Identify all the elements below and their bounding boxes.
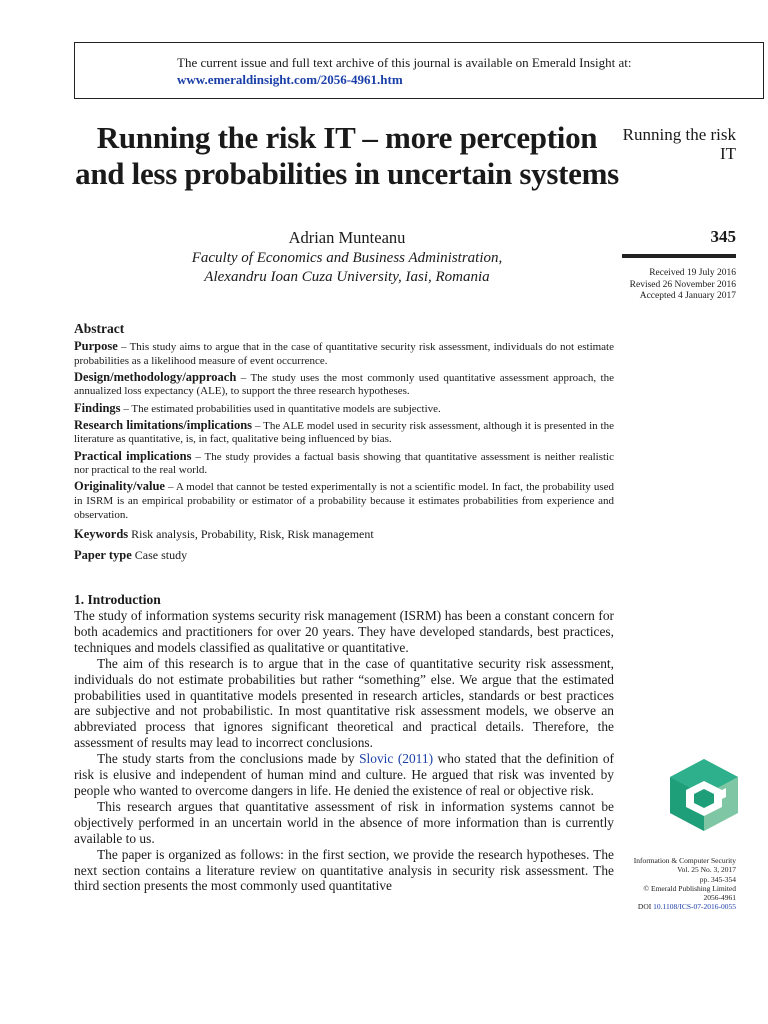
affiliation-line-1: Faculty of Economics and Business Administration,: [191, 250, 503, 266]
received-date: Received 19 July 2016: [649, 268, 736, 278]
paragraph: The aim of this research is to argue that in the case of quantitative security risk assessment, individuals do not estimate probabilities but rather “something” else. We argue that the estimated probabilities used in quantitative models presented in research articles, standards or best practices are subjective and not probabilistic. In most quantitative risk assessment models, we observe an abbreviated process that ignores significant theoretical and practical details. Therefore, the assessment of results may lead to incorrect conclusions.: [74, 655, 614, 751]
running-head: Running the risk IT: [622, 125, 736, 163]
abstract-item: [74, 371, 614, 399]
abstract-item: [74, 340, 614, 368]
journal-doi: [576, 902, 736, 911]
access-notice-box: [74, 42, 764, 99]
abstract-text: – The study uses the most commonly used quantitative assessment approach, the annualized loss expectancy (ALE), to support the three research hypotheses.: [74, 371, 614, 398]
journal-issn: 2056-4961: [703, 893, 736, 903]
abstract-label: Design/methodology/approach: [74, 369, 237, 384]
accepted-date: Accepted 4 January 2017: [639, 291, 736, 301]
crossref-hexagon-icon: [668, 757, 740, 833]
paper-type-label: Paper type: [74, 548, 132, 562]
abstract-text: – A model that cannot be tested experimentally is not a scientific model. In fact, the probability used in ISRM is an empirical probability or estimator of a probability because it estimates probabilities from experience and observation.: [74, 481, 614, 521]
abstract-text: – The estimated probabilities used in quantitative models are subjective.: [120, 402, 441, 415]
abstract-label: Purpose: [74, 339, 118, 353]
journal-copyright: © Emerald Publishing Limited: [643, 883, 736, 893]
abstract-label: Practical implications: [74, 448, 192, 463]
introduction-heading: 1. Introduction: [74, 592, 161, 607]
paragraph: [74, 751, 614, 799]
abstract-label: Research limitations/implications: [74, 417, 253, 432]
abstract-item: [74, 419, 614, 447]
introduction-body: [74, 608, 614, 894]
doi-link[interactable]: 10.1108/ICS-07-2016-0055: [653, 902, 736, 912]
journal-info: [576, 856, 736, 912]
doi-label: DOI: [637, 902, 654, 912]
access-notice-text: The current issue and full text archive of this journal is available on Emerald Insight at:: [177, 55, 632, 70]
abstract-body: [74, 340, 614, 525]
paragraph: This research argues that quantitative assessment of risk in information systems cannot be objectively performed in an uncertain world in the absence of more information than is currently available to us.: [74, 798, 614, 846]
abstract-text: – The ALE model used in security risk assessment, although it is presented in the literature as quantitative, is, in fact, qualitative being influenced by bias.: [74, 419, 614, 446]
affiliation-line-2: Alexandru Ioan Cuza University, Iasi, Romania: [204, 269, 490, 285]
abstract-item: [74, 480, 614, 522]
keywords-label: Keywords: [74, 527, 129, 541]
abstract-heading: Abstract: [74, 321, 125, 336]
abstract-label: Originality/value: [74, 479, 165, 494]
abstract-item: [74, 402, 614, 417]
abstract-text: – The study provides a factual basis showing that quantitative assessment is neither realistic nor practical to the real world.: [74, 450, 614, 477]
abstract-text: – This study aims to argue that in the case of quantitative security risk assessment, individuals do not estimate probabilities as a likelihood measure of event occurrence.: [74, 341, 614, 367]
abstract-label: Findings: [74, 400, 121, 415]
paragraph-text: The study starts from the conclusions made by: [97, 751, 360, 767]
keywords-text: Risk analysis, Probability, Risk, Risk management: [128, 527, 374, 541]
journal-pages: pp. 345-354: [699, 874, 736, 884]
article-history: [596, 268, 736, 303]
margin-rule: [622, 254, 736, 258]
paragraph: The paper is organized as follows: in the first section, we provide the research hypotheses. The next section contains a literature review on quantitative analysis in security risk assessment. The third section presents the most commonly used quantitative: [74, 846, 614, 894]
citation-link[interactable]: Slovic (2011): [359, 751, 434, 767]
article-title: Running the risk IT – more perception and less probabilities in uncertain systems: [75, 120, 619, 191]
revised-date: Revised 26 November 2016: [629, 279, 736, 290]
journal-volume: Vol. 25 No. 3, 2017: [677, 865, 736, 875]
page-number: 345: [710, 227, 736, 246]
abstract-item: [74, 450, 614, 478]
paragraph-text: who stated that the definition of risk is elusive and independent of human mind and culture. He argued that risk was invented by people who wanted to overcome dangers in life. He denied the existence of real or objective risk.: [74, 751, 614, 798]
journal-name: Information & Computer Security: [633, 856, 736, 865]
keywords: [74, 527, 614, 542]
paragraph: The study of information systems security risk management (ISRM) has been a constant concern for both academics and practitioners for over 20 years. They have developed standards, best practices, techniques and models classified as qualitative or quantitative.: [74, 608, 614, 655]
journal-archive-link[interactable]: www.emeraldinsight.com/2056-4961.htm: [177, 72, 403, 87]
paper-type-text: Case study: [131, 548, 188, 562]
author-affiliation: [74, 249, 620, 287]
author-name: Adrian Munteanu: [288, 228, 406, 247]
paper-type: [74, 548, 614, 563]
